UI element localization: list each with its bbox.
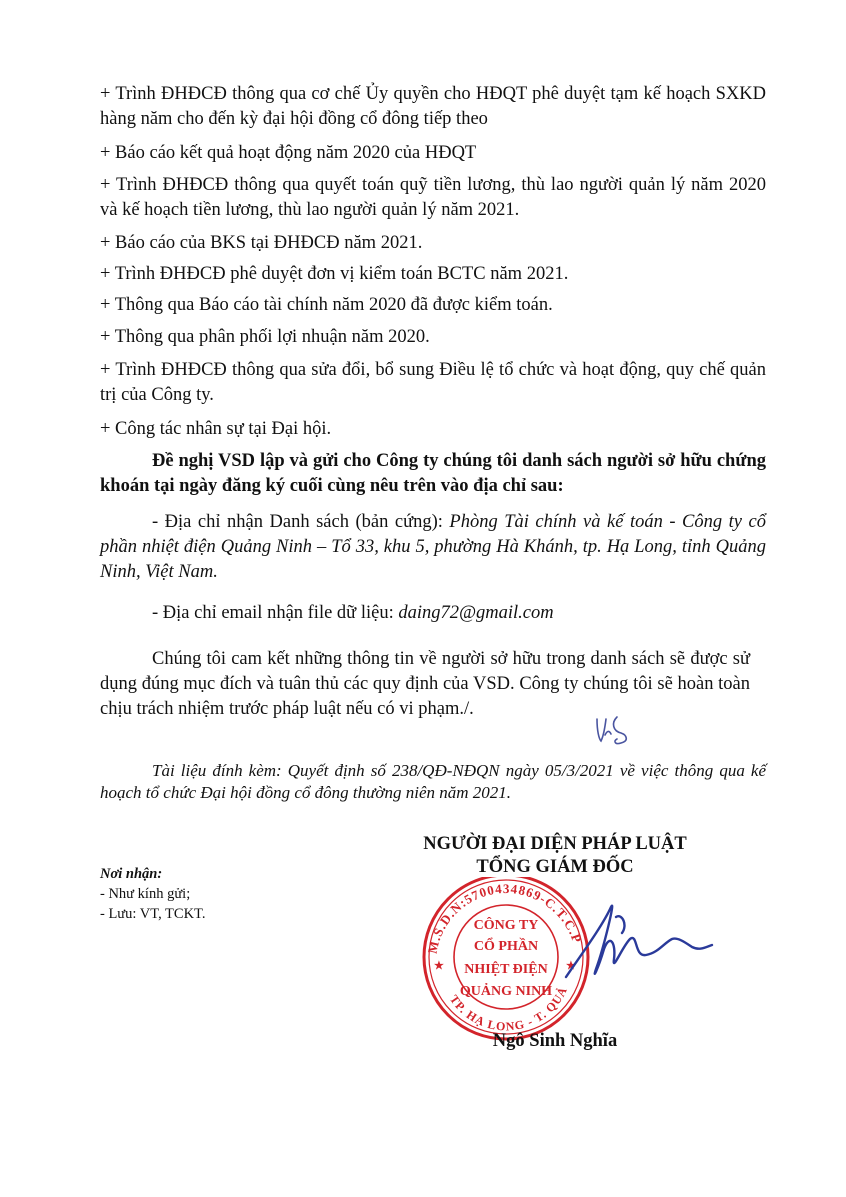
signer-name: Ngô Sinh Nghĩa	[492, 1031, 618, 1051]
agenda-item: + Thông qua Báo cáo tài chính năm 2020 đã được kiểm toán.	[100, 295, 553, 315]
svg-text:QUẢNG NINH: QUẢNG NINH	[459, 984, 553, 999]
agenda-item: + Công tác nhân sự tại Đại hội.	[100, 419, 332, 439]
svg-text:TP. HẠ LONG - T. QUẢNG NINH: TP. HẠ LONG - T. QUẢ	[446, 983, 571, 1034]
agenda-item: + Trình ĐHĐCĐ thông qua cơ chế Ủy quyền cho HĐQT phê duyệt tạm kế hoạch SXKD hàng năm cho đến kỳ đại hội đồng cổ đông tiếp theo	[100, 84, 766, 129]
svg-text:CÔNG TY: CÔNG TY	[473, 918, 539, 933]
stamp	[424, 877, 588, 1039]
email-value: daing72@gmail.com	[398, 603, 554, 623]
hard-copy-value: Phòng Tài chính và kế toán - Công ty cổ phần nhiệt điện Quảng Ninh – Tổ 33, khu 5, phường Hà Khánh, tp. Hạ Long, tỉnh Quảng Ninh, Việt Nam.	[100, 512, 766, 582]
hard-copy-address	[100, 510, 766, 585]
agenda-item: + Trình ĐHĐCĐ phê duyệt đơn vị kiểm toán BCTC năm 2021.	[100, 264, 569, 284]
hard-copy-label: - Địa chỉ nhận Danh sách (bản cứng):	[152, 512, 450, 532]
recipients-block	[100, 864, 360, 924]
svg-text:CỔ PHẦN: CỔ PHẦN	[473, 939, 539, 954]
request-paragraph: Đề nghị VSD lập và gửi cho Công ty chúng tôi danh sách người sở hữu chứng khoán tại ngày đăng ký cuối cùng nêu trên vào địa chỉ sau:	[100, 451, 766, 496]
agenda-item: + Trình ĐHĐCĐ thông qua quyết toán quỹ tiền lương, thù lao người quản lý năm 2020 và kế hoạch tiền lương, thù lao người quản lý năm 2021.	[100, 175, 766, 220]
signatory-position: TỔNG GIÁM ĐỐC	[476, 857, 634, 877]
agenda-item: + Trình ĐHĐCĐ thông qua sửa đổi, bổ sung Điều lệ tổ chức và hoạt động, quy chế quản trị của Công ty.	[100, 360, 766, 405]
recipient-item: - Lưu: VT, TCKT.	[100, 906, 206, 922]
email-label: - Địa chỉ email nhận file dữ liệu:	[152, 603, 399, 623]
initial-signature	[587, 697, 653, 755]
agenda-item: + Báo cáo kết quả hoạt động năm 2020 của HĐQT	[100, 143, 477, 163]
svg-text:M.S.D.N:5700434869-C.T.C.P: M.S.D.N:5700434869-C.T.C.P	[424, 880, 585, 955]
commitment-paragraph: Chúng tôi cam kết những thông tin về người sở hữu trong danh sách sẽ được sử dụng đúng mục đích và tuân thủ các quy định của VSD. Công ty chúng tôi sẽ hoàn toàn chịu trách nhiệm trước pháp luật nếu có vi phạm./.	[100, 649, 750, 719]
company-stamp-signature	[416, 877, 749, 1043]
agenda-item: + Báo cáo của BKS tại ĐHĐCĐ năm 2021.	[100, 233, 423, 253]
email-address	[100, 601, 766, 626]
agenda-item: + Thông qua phân phối lợi nhuận năm 2020.	[100, 327, 430, 347]
signatory-title: NGƯỜI ĐẠI DIỆN PHÁP LUẬT	[423, 834, 687, 854]
recipients-heading: Nơi nhận:	[100, 866, 163, 882]
svg-text:NHIỆT ĐIỆN: NHIỆT ĐIỆN	[464, 962, 548, 977]
attachment-note: Tài liệu đính kèm: Quyết định số 238/QĐ-NĐQN ngày 05/3/2021 về việc thông qua kế hoạch tổ chức Đại hội đồng cổ đông thường niên năm 2021.	[100, 761, 766, 802]
svg-text:★: ★	[434, 960, 444, 972]
svg-text:★: ★	[566, 960, 576, 972]
recipient-item: - Như kính gửi;	[100, 886, 191, 902]
